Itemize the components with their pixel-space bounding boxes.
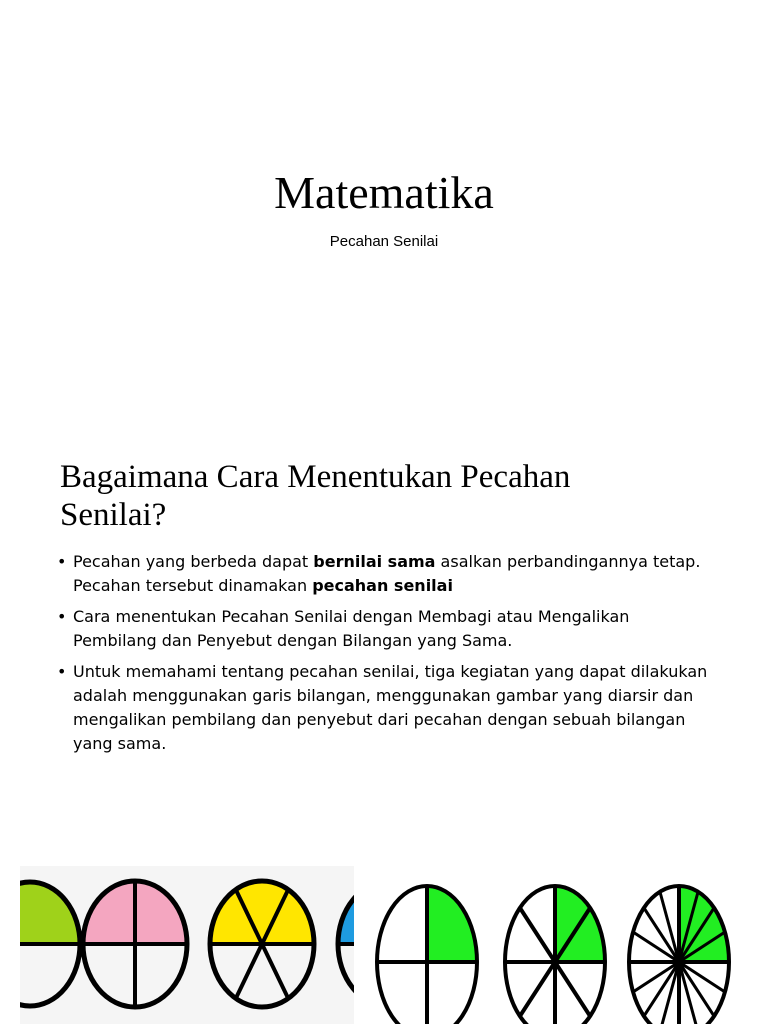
half-circle-green [20,882,80,1006]
fraction-circles-image-right [365,866,745,1024]
circle-fourths [377,886,477,1024]
bullet-list [57,550,717,763]
bullet-text: Untuk memahami tentang pecahan senilai, tiga kegiatan yang dapat dilakukan adalah menggunakan garis bilangan, menggunakan gambar yang diarsir dan mengalikan pembilang dan penyebut dari pecahan dengan sebuah bilangan yang sama. [73,662,708,753]
circle-sixteenths [629,886,729,1024]
bullet-text: asalkan perbandingannya tetap. Pecahan tersebut dinamakan [73,552,701,595]
fraction-circles-left-svg [20,866,354,1024]
bullet-bold-text: bernilai sama [313,552,436,571]
quarter-circle-pink [83,881,187,1007]
title-slide [0,0,768,420]
slide-subtitle: Pecahan Senilai [329,233,439,250]
slide-title: Matematika [274,167,494,218]
bullet-item [57,550,717,598]
slide-heading: Bagaimana Cara Menentukan Pecahan Senilai? [60,459,571,533]
bullet-item [57,660,717,756]
bullet-text: Cara menentukan Pecahan Senilai dengan Membagi atau Mengalikan Pembilang dan Penyebut dengan Bilangan yang Sama. [73,607,630,650]
fraction-circles-right-svg [365,866,745,1024]
fraction-circles-image-left [20,866,354,1024]
shaded-region [210,881,314,944]
sixth-circle-yellow [210,881,314,1007]
circle-blue [338,881,354,1007]
bullet-item [57,605,717,653]
bullet-text: Pecahan yang berbeda dapat [73,552,314,571]
bullet-bold-text: pecahan senilai [312,576,453,595]
circle-eighths [505,886,605,1024]
